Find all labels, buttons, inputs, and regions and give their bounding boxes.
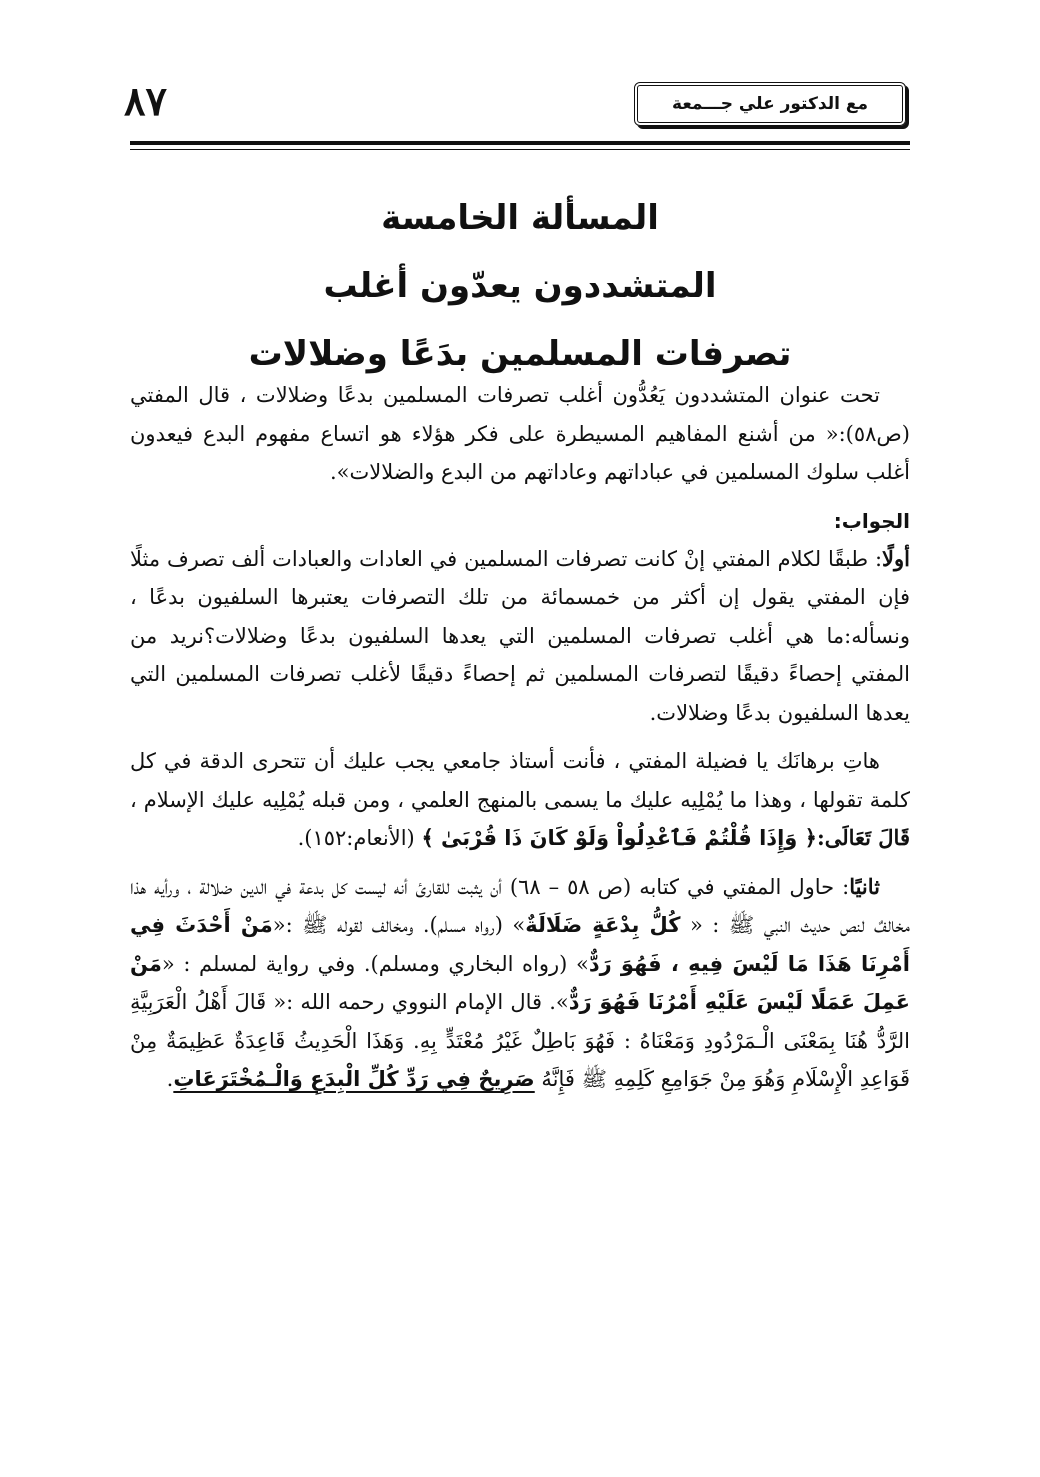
first-point-label: أولًا [882,545,910,571]
first-point-text: : طبقًا لكلام المفتي إنْ كانت تصرفات المسلمين في العادات والعبادات ألف تصرف مثلًا فإن المفتي يقول إن أكثر من خمسمائة من تلك التصرفات يعتبرها السلفيون بدعًا ، ونسأله:ما هي أغلب تصرفات المسلمين التي يعدها السلفيون بدعًا وضلالات؟نريد من المفتي إحصاءً دقيقًا لتصرفات المسلمين ثم إحصاءً دقيقًا لأغلب تصرفات المسلمين التي يعدها السلفيون بدعًا وضلالات. [130,546,910,725]
second-point-text-1: : حاول المفتي في كتابه (ص ٥٨ – ٦٨) أن يثبت للقارئ أنه ليست كل بدعة في الدين ضلالة ، ورأيه هذا مخالفٌ لنص حديث النبي ﷺ : « [130,874,910,937]
hadith-whoever-innovates: مَنْ أَحْدَثَ فِي أَمْرِنَا هَذَا مَا لَيْسَ فِيهِ ، فَهُوَ رَدٌّ [130,913,910,976]
hadith-whoever-does: مَنْ عَمِلَ عَمَلًا لَيْسَ عَلَيْهِ أَمْرُنَا فَهُوَ رَدٌّ [130,951,911,1014]
second-point-label: ثانيًا [849,873,881,899]
second-point-text-3: » (رواه البخاري ومسلم). وفي رواية لمسلم : « [161,951,589,976]
hadith-every-bidah: كُلُّ بِدْعَةٍ ضَلَالَةٌ [525,913,681,937]
challenge-text: هاتِ برهانَك يا فضيلة المفتي ، فأنت أستاذ جامعي يجب عليك أن تتحرى الدقة في كل كلمة تقولها ، وهذا ما يُمْلِيه عليك ما يسمى بالمنهج العلمي ، ومن قبله يُمْلِيه عليك الإسلام ، [130,749,910,812]
challenge-paragraph [130,742,910,858]
chapter-title-line-3: تصرفات المسلمين بدَعًا وضلالات [248,334,792,374]
second-point-text-4: ». قال الإمام النووي رحمه الله :« قَالَ أَهْلُ الْعَرَبِيَّةِ الرَّدُّ هُنَا بِمَعْنَى الْـمَرْدُودِ وَمَعْنَاهُ : فَهُوَ بَاطِلٌ غَيْرُ مُعْتَدٍّ بِهِ. وَهَذَا الْحَدِيثُ قَاعِدَةٌ عَظِيمَةٌ مِنْ قَوَاعِدِ الْإِسْلَامِ وَهُوَ مِنْ جَوَامِعِ كَلِمِهِ ﷺ فَإِنَّهُ [130,990,910,1091]
chapter-title-line-2: المتشددون يعدّون أغلب [323,266,717,306]
nawawi-underlined-quote: صَرِيحٌ فِي رَدِّ كُلِّ الْبِدَعِ وَالْـمُخْتَرَعَاتِ [173,1067,535,1091]
page-number: ٨٧ [124,78,167,125]
header-rule-thick [130,141,910,145]
header-rule-thin [130,149,910,150]
running-title: مع الدكتور علي جـــمعة [634,82,906,126]
intro-paragraph: تحت عنوان المتشددون يَعُدُّون أغلب تصرفات المسلمين بدعًا وضلالات ، قال المفتي (ص٥٨):« من أشنع المفاهيم المسيطرة على فكر هؤلاء هو اتساع مفهوم البدع فيعدون أغلب سلوك المسلمين في عباداتهم وعاداتهم من البدع والضلالات». [130,383,910,484]
second-point-text-5: . [166,1067,174,1091]
body-text [130,376,910,1109]
answer-heading: الجواب: [833,508,910,533]
chapter-title-line-1: المسألة الخامسة [381,198,659,238]
second-point-paragraph [130,868,910,1099]
qal-taala: قَالَ تَعَالَى: [816,825,910,850]
chapter-titles [130,184,910,388]
quran-verse: ﴿ وَإِذَا قُلْتُمْ فَٱعْدِلُواْ وَلَوْ كَانَ ذَا قُرْبَىٰ ﴾ [421,826,817,850]
first-point-paragraph [130,540,910,733]
verse-citation: (الأنعام:١٥٢). [297,826,422,850]
second-point-text-2: » (رواه مسلم). ومخالف لقوله ﷺ :« [272,913,526,937]
